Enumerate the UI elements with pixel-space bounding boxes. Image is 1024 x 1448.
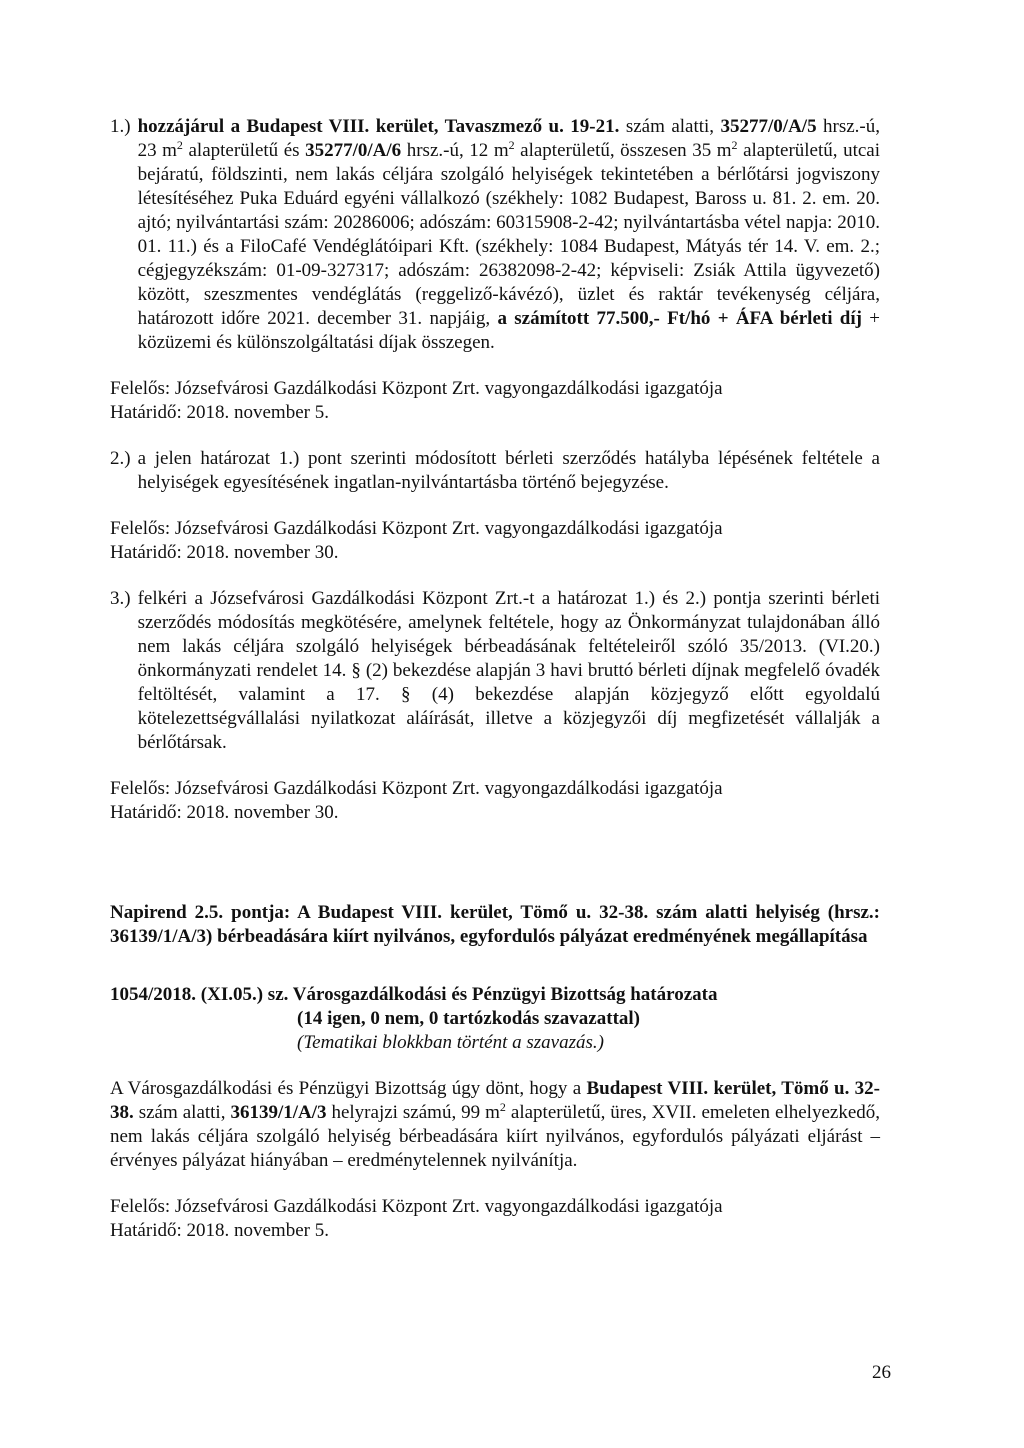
deadline-line: Határidő: 2018. november 5. bbox=[110, 1220, 329, 1241]
item-number: 1.) bbox=[110, 116, 131, 137]
deadline-line: Határidő: 2018. november 30. bbox=[110, 542, 339, 563]
item-text: felkéri a Józsefvárosi Gazdálkodási Központ Zrt.-t a határozat 1.) és 2.) pontja szerinti bérleti szerződés módosítás megkötésére, amelynek feltétele, hogy az Önkormányzat tulajdonában álló nem lakás céljára szolgáló helyiségek bérbeadásának feltételeiről szóló 35/2013. (VI.20.) önkormányzati rendelet 14. § (2) bekezdése alapján 3 havi bruttó bérleti díjnak megfelelő óvadék feltöltését, valamint a 17. § (4) bekezdése alapján közjegyző előtt egyoldalú kötelezettségvállalási nyilatkozat aláírását, illetve a közjegyzői díj megfizetését vállalják a bérlőtársak. bbox=[137, 588, 880, 753]
resolution-item-2 bbox=[110, 447, 880, 495]
item-number: 3.) bbox=[110, 588, 131, 609]
resolution-title: 1054/2018. (XI.05.) sz. Városgazdálkodási és Pénzügyi Bizottság határozata bbox=[110, 984, 718, 1005]
vote-result: (14 igen, 0 nem, 0 tartózkodás szavazattal) bbox=[297, 1008, 641, 1029]
deadline-line: Határidő: 2018. november 5. bbox=[110, 402, 329, 423]
resolution-item-1 bbox=[110, 115, 880, 355]
deadline-line: Határidő: 2018. november 30. bbox=[110, 802, 339, 823]
item-text: a jelen határozat 1.) pont szerinti módosított bérleti szerződés hatályba lépésének feltétele a helyiségek egyesítésének ingatlan-nyilvántartásba történő bejegyzése. bbox=[137, 448, 880, 493]
responsible-line: Felelős: Józsefvárosi Gazdálkodási Központ Zrt. vagyongazdálkodási igazgatója bbox=[110, 1196, 723, 1217]
resolution-item-3 bbox=[110, 587, 880, 755]
document-page bbox=[110, 115, 880, 1243]
vote-note: (Tematikai blokkban történt a szavazás.) bbox=[297, 1032, 604, 1053]
page-number: 26 bbox=[872, 1362, 891, 1383]
item-number: 2.) bbox=[110, 448, 131, 469]
decision-text: A Városgazdálkodási és Pénzügyi Bizottság úgy dönt, hogy a Budapest VIII. kerület, Tömő u. 32-38. szám alatti, 36139/1/A/3 helyrajzi számú, 99 $m^2$ alapterületű, üres, XVII. emeleten elhelyezkedő, nem lakás céljára szolgáló helyiség bérbeadására kiírt nyilvános, egyfordulós pályázati eljárást – érvényes pályázat hiányában – eredménytelennek nyilvánítja. bbox=[110, 1078, 880, 1171]
responsible-line: Felelős: Józsefvárosi Gazdálkodási Központ Zrt. vagyongazdálkodási igazgatója bbox=[110, 518, 723, 539]
agenda-heading: Napirend 2.5. pontja: A Budapest VIII. kerület, Tömő u. 32-38. szám alatti helyiség (hrsz.: 36139/1/A/3) bérbeadására kiírt nyilvános, egyfordulós pályázat eredményének megállapítása bbox=[110, 902, 880, 947]
responsible-line: Felelős: Józsefvárosi Gazdálkodási Központ Zrt. vagyongazdálkodási igazgatója bbox=[110, 378, 723, 399]
item-text: hozzájárul a Budapest VIII. kerület, Tavaszmező u. 19-21. szám alatti, 35277/0/A/5 hrsz.-ú, 23 $m^2$ alapterületű és 35277/0/A/6 hrsz.-ú, 12 $m^2$ alapterületű, összesen 35 $m^2$ alapterületű, utcai bejáratú, földszinti, nem lakás céljára szolgáló helyiségek tekintetében a bérlőtársi jogviszony létesítéséhez Puka Eduárd egyéni vállalkozó (székhely: 1082 Budapest, Baross u. 81. 2. em. 20. ajtó; nyilvántartási szám: 20286006; adószám: 60315908-2-42; nyilvántartásba vétel napja: 2010. 01. 11.) és a FiloCafé Vendéglátóipari Kft. (székhely: 1084 Budapest, Mátyás tér 14. V. em. 2.; cégjegyzékszám: 01-09-327317; adószám: 26382098-2-42; képviseli: Zsiák Attila ügyvezető) között, szeszmentes vendéglátás (reggeliző-kávézó), üzlet és raktár tevékenység céljára, határozott időre 2021. december 31. napjáig, a számított 77.500,- Ft/hó + ÁFA bérleti díj + közüzemi és különszolgáltatási díjak összegen. bbox=[137, 116, 881, 353]
responsible-line: Felelős: Józsefvárosi Gazdálkodási Központ Zrt. vagyongazdálkodási igazgatója bbox=[110, 778, 723, 799]
